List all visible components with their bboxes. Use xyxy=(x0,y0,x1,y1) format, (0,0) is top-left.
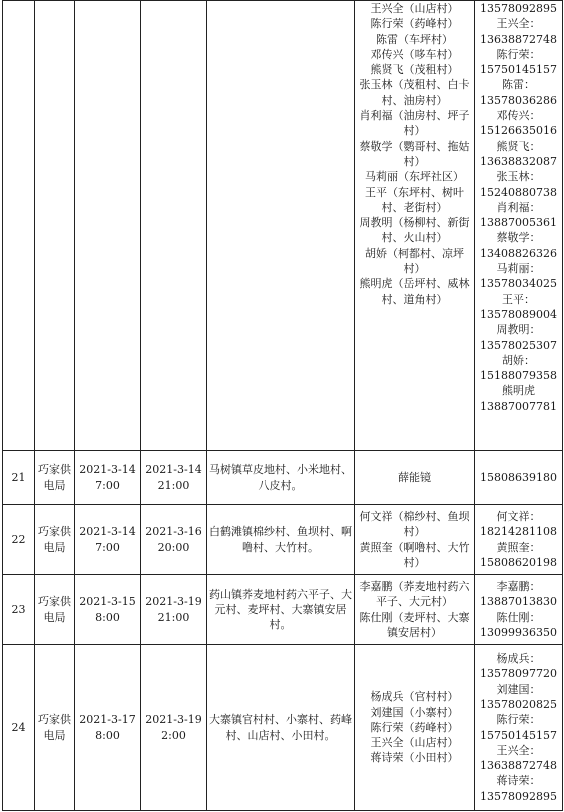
outage-schedule-table xyxy=(2,0,563,811)
outage-area-text: 马树镇草皮地村、小米地村、八皮村。 xyxy=(209,463,352,492)
contact-person-text: 王兴全（山店村） 陈行荣（药峰村） 陈雷（车坪村） 邓传兴（哆车村） 熊贤飞（茂租村） 张玉林（茂租村、白卡村、油房村） 肖利福（油房村、坪子村） 蔡敬学（鹦哥村、拖姑村） 马莉丽（东坪社区） 王平（东坪村、树叶村、老街村） 周教明（杨柳村、新街村、火山村） 胡娇（柯都村、凉坪村） 熊明虎（岳坪村、威林村、道角村） xyxy=(359,2,470,306)
outage-area-cell xyxy=(207,451,355,505)
contact-person-text: 薛能镜 xyxy=(398,470,431,484)
outage-area-cell xyxy=(207,1,355,451)
end-time-cell xyxy=(141,1,207,451)
outage-area-cell xyxy=(207,505,355,575)
contact-phone-text: 李嘉鹏： 13887013830 陈仕刚： 13099936350 xyxy=(480,579,557,639)
contact-phone-text: 杨成兵： 13578097720 刘建国： 13578020825 陈行荣： 15750145157 王兴全： 13638872748 蒋诗荣： 13578092895 xyxy=(480,652,557,803)
contact-phone-text: 13578092895 王兴全： 13638872748 陈行荣： 15750145157 陈雷： 13578036286 邓传兴： 15126635016 熊贤飞： 13638832087 张玉林： 15240880738 肖利福： 13887005361 蔡敬学： 13408826326 马莉丽： 13578034025 王平： 13578089004 周教明： 13578025307 胡娇： 15188079358 熊明虎 13887007781 xyxy=(480,2,557,413)
table-row xyxy=(3,505,563,575)
row-number-text: 22 xyxy=(11,532,26,546)
end-time-text: 2021-3-19 2:00 xyxy=(145,713,202,742)
contact-person-text: 杨成兵（官村村） 刘建国（小寨村） 陈行荣（药峰村） 王兴全（山店村） 蒋诗荣（小田村） xyxy=(370,690,459,765)
outage-area-text: 药山镇荞麦地村药六平子、大元村、麦坪村、大寨镇安居村。 xyxy=(209,587,352,632)
contact-person-cell xyxy=(355,575,475,645)
power-bureau-text: 巧家供电局 xyxy=(38,463,71,492)
row-number-cell xyxy=(3,645,35,811)
power-bureau-cell xyxy=(35,505,75,575)
end-time-text: 2021-3-19 21:00 xyxy=(145,595,202,624)
start-time-cell xyxy=(75,575,141,645)
start-time-cell xyxy=(75,451,141,505)
outage-area-text: 白鹤滩镇棉纱村、鱼坝村、啊噜村、大竹村。 xyxy=(209,525,352,554)
outage-area-text: 大寨镇官村村、小寨村、药峰村、山店村、小田村。 xyxy=(209,713,352,742)
contact-person-text: 何文祥（棉纱村、鱼坝村） 黄照奎（啊噜村、大竹村） xyxy=(359,509,470,569)
contact-phone-cell xyxy=(475,645,563,811)
start-time-text: 2021-3-15 8:00 xyxy=(79,595,136,624)
power-bureau-text: 巧家供电局 xyxy=(38,595,71,624)
row-number-cell xyxy=(3,451,35,505)
start-time-cell xyxy=(75,505,141,575)
contact-phone-cell xyxy=(475,505,563,575)
contact-phone-cell xyxy=(475,1,563,451)
contact-phone-text: 15808639180 xyxy=(480,470,557,484)
end-time-text: 2021-3-16 20:00 xyxy=(145,525,202,554)
power-bureau-cell xyxy=(35,451,75,505)
table-row xyxy=(3,1,563,451)
contact-phone-cell xyxy=(475,575,563,645)
start-time-text: 2021-3-14 7:00 xyxy=(79,463,136,492)
table-row xyxy=(3,575,563,645)
power-bureau-text: 巧家供电局 xyxy=(38,713,71,742)
row-number-cell xyxy=(3,575,35,645)
end-time-cell xyxy=(141,505,207,575)
end-time-cell xyxy=(141,575,207,645)
start-time-text: 2021-3-14 7:00 xyxy=(79,525,136,554)
end-time-text: 2021-3-14 21:00 xyxy=(145,463,202,492)
table-row xyxy=(3,451,563,505)
end-time-cell xyxy=(141,645,207,811)
row-number-cell xyxy=(3,1,35,451)
contact-person-cell xyxy=(355,1,475,451)
row-number-text: 24 xyxy=(11,720,26,734)
row-number-text: 21 xyxy=(11,470,26,484)
contact-person-cell xyxy=(355,451,475,505)
end-time-cell xyxy=(141,451,207,505)
power-bureau-text: 巧家供电局 xyxy=(38,525,71,554)
contact-person-text: 李嘉鹏（荞麦地村药六平子、大元村） 陈仕刚（麦坪村、大寨镇安居村） xyxy=(359,579,470,639)
contact-person-cell xyxy=(355,505,475,575)
start-time-text: 2021-3-17 8:00 xyxy=(79,713,136,742)
start-time-cell xyxy=(75,1,141,451)
table-body xyxy=(3,1,563,811)
row-number-text: 23 xyxy=(11,602,26,616)
outage-area-cell xyxy=(207,575,355,645)
table-row xyxy=(3,645,563,811)
contact-phone-cell xyxy=(475,451,563,505)
power-bureau-cell xyxy=(35,645,75,811)
row-number-cell xyxy=(3,505,35,575)
outage-area-cell xyxy=(207,645,355,811)
contact-phone-text: 何文祥： 18214281108 黄照奎： 15808620198 xyxy=(480,509,557,569)
contact-person-cell xyxy=(355,645,475,811)
start-time-cell xyxy=(75,645,141,811)
power-bureau-cell xyxy=(35,1,75,451)
power-bureau-cell xyxy=(35,575,75,645)
